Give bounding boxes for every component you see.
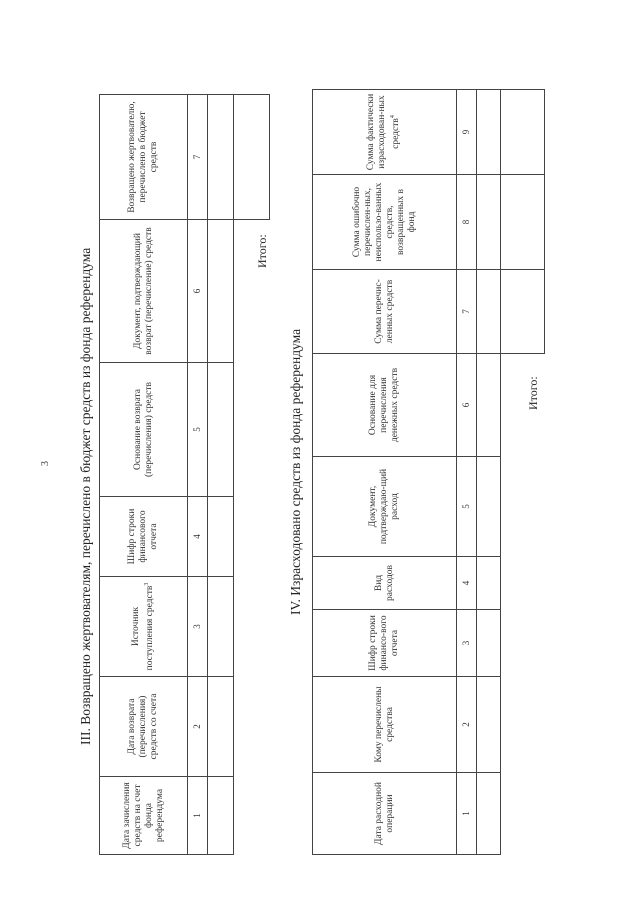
- s4-cell[interactable]: [477, 90, 501, 175]
- section-4-table: [312, 89, 545, 855]
- s4-footnote-mark: 4: [390, 115, 397, 119]
- s3-blank: [234, 677, 270, 777]
- s3-col-number: 7: [188, 95, 208, 220]
- s4-cell[interactable]: [477, 557, 501, 610]
- s3-col-number: 2: [188, 677, 208, 777]
- s4-col-number: 1: [457, 773, 477, 855]
- s4-header-expense-type: Вид расходов: [313, 557, 457, 610]
- s3-col-number: 3: [188, 577, 208, 677]
- page-number: 3: [40, 461, 51, 466]
- s3-cell[interactable]: [208, 677, 234, 777]
- s4-col-number: 7: [457, 270, 477, 354]
- s4-header-line-code: Шифр строки финансо-вого отчета: [313, 610, 457, 677]
- s3-col-number: 4: [188, 497, 208, 577]
- s4-col-number: 4: [457, 557, 477, 610]
- s3-header-line-code: Шифр строки финансового отчета: [100, 497, 188, 577]
- s4-header-sum-returned: Сумма ошибочно перечислен-ных, неиспользо-ванных средств, возвращенных в фонд: [313, 175, 457, 270]
- s3-cell[interactable]: [208, 777, 234, 855]
- s4-header-recipient: Кому перечислены средства: [313, 677, 457, 773]
- s4-cell[interactable]: [477, 354, 501, 457]
- s3-header-source: Источник поступления средств$^3$: [100, 577, 188, 677]
- s4-blank: [501, 677, 545, 773]
- s4-total-cell-9[interactable]: [501, 90, 545, 175]
- section-4-table-wrap: [312, 89, 545, 855]
- s3-cell[interactable]: [208, 220, 234, 363]
- s3-blank: [234, 577, 270, 677]
- s3-header-reason: Основание возврата (перечисления) средств: [100, 363, 188, 497]
- s4-header-document: Документ, подтверждаю-щий расход: [313, 457, 457, 557]
- s4-col-number: 9: [457, 90, 477, 175]
- s3-header-date-return: Дата возврата (перечисления) средств со счета: [100, 677, 188, 777]
- s4-header-sum-transferred: Сумма перечис-ленных средств: [313, 270, 457, 354]
- s4-blank: [501, 773, 545, 855]
- s4-cell[interactable]: [477, 773, 501, 855]
- s3-cell[interactable]: [208, 497, 234, 577]
- s3-footnote-mark: 3: [143, 582, 150, 586]
- s3-total-label: Итого:: [255, 234, 269, 268]
- s4-col-number: 8: [457, 175, 477, 270]
- s4-cell[interactable]: [477, 457, 501, 557]
- s4-blank: [501, 610, 545, 677]
- s3-blank: [234, 497, 270, 577]
- s3-cell[interactable]: [208, 95, 234, 220]
- section-4-title: IV. Израсходовано средств из фонда референдума: [288, 328, 303, 615]
- s4-col-number: 6: [457, 354, 477, 457]
- section-3-title: III. Возвращено жертвователям, перечислено в бюджет средств из фонда референдума: [78, 247, 93, 745]
- s4-blank: [501, 457, 545, 557]
- s3-cell[interactable]: [208, 577, 234, 677]
- s3-blank: [234, 363, 270, 497]
- s4-cell[interactable]: [477, 677, 501, 773]
- s4-cell[interactable]: [477, 175, 501, 270]
- s4-col-number: 2: [457, 677, 477, 773]
- s3-header-date-credit: Дата зачисления средств на счет фонда референдума: [100, 777, 188, 855]
- s3-blank: [234, 777, 270, 855]
- s4-header-sum-spent: Сумма фактически израсходован-ных средств$^4$: [313, 90, 457, 175]
- section-3-table-wrap: [99, 94, 270, 855]
- s4-header-reason: Основание для перечисления денежных средств: [313, 354, 457, 457]
- s3-cell[interactable]: [208, 363, 234, 497]
- s4-total-label: Итого:: [526, 376, 540, 410]
- s3-col-number: 6: [188, 220, 208, 363]
- s4-cell[interactable]: [477, 270, 501, 354]
- s4-header-date: Дата расходной операции: [313, 773, 457, 855]
- s3-header-returned: Возвращено жертвователю, перечислено в бюджет средств: [100, 95, 188, 220]
- s4-blank: [501, 557, 545, 610]
- s4-col-number: 5: [457, 457, 477, 557]
- s4-col-number: 3: [457, 610, 477, 677]
- s3-col-number: 5: [188, 363, 208, 497]
- s3-total-cell[interactable]: [234, 95, 270, 220]
- s4-total-cell-7[interactable]: [501, 270, 545, 354]
- s3-col-number: 1: [188, 777, 208, 855]
- section-3-table: [99, 94, 270, 855]
- s4-cell[interactable]: [477, 610, 501, 677]
- s4-total-cell-8[interactable]: [501, 175, 545, 270]
- s3-header-document: Документ, подтверждающий возврат (перечисление) средств: [100, 220, 188, 363]
